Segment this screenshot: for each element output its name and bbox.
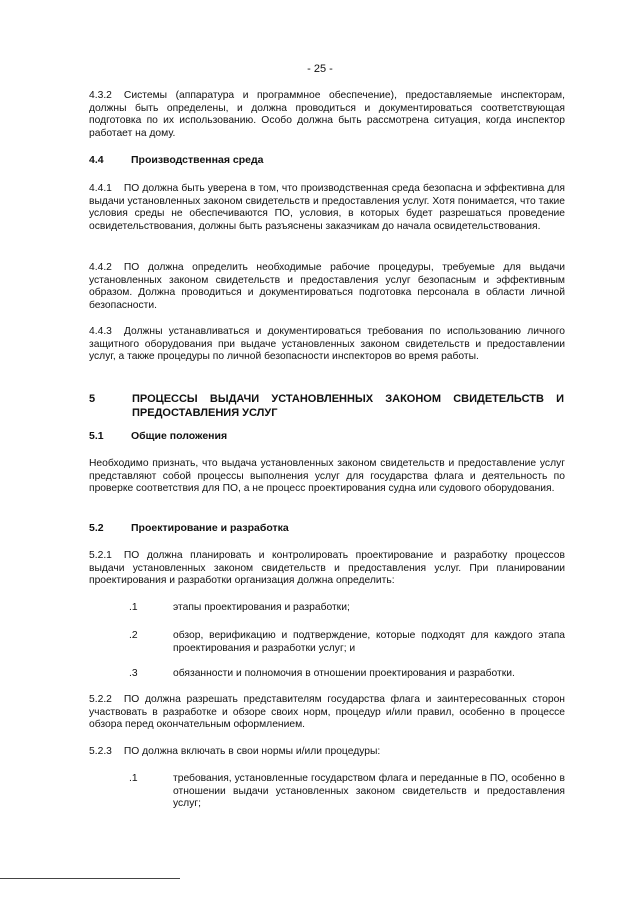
- paragraph-text: ПО должна определить необходимые рабочие процедуры, требуемые для выдачи установленных законом свидетельств и предоставления услуг безопасным и эффективным образом. Должна проводиться и документироваться подготовка персонала в области личной безопасности.: [89, 262, 565, 311]
- section-title: Производственная среда: [131, 154, 264, 166]
- paragraph-text: Системы (аппаратура и программное обеспечение), предоставляемые инспекторам, должны быть определены, и должна проводиться и документироваться соответствующая подготовка по их использованию. Особо должна быть рассмотрена ситуация, когда инспектор работает на дому.: [89, 90, 565, 139]
- paragraph-4-4-1: [89, 183, 565, 233]
- chapter-number: 5: [89, 393, 96, 405]
- chapter-title: ПРОЦЕССЫ ВЫДАЧИ УСТАНОВЛЕННЫХ ЗАКОНОМ СВИДЕТЕЛЬСТВ И ПРЕДОСТАВЛЕНИЯ УСЛУГ: [132, 393, 564, 419]
- paragraph-number: 4.4.2: [89, 262, 112, 273]
- footnote-separator: [0, 878, 180, 879]
- list-item: [129, 668, 565, 682]
- paragraph-number: 4.4.3: [89, 326, 112, 337]
- paragraph-4-4-3: [89, 326, 565, 364]
- list-item-number: .3: [129, 668, 138, 679]
- paragraph-text: ПО должна включать в свои нормы и/или процедуры:: [123, 746, 381, 757]
- list-item-number: .2: [129, 630, 138, 641]
- paragraph-text: Должны устанавливаться и документироваться требования по использованию личного защитного оборудования при выдаче установленных законом свидетельств и предоставлении услуг, а также процедуры по личной безопасности инспекторов во время работы.: [89, 326, 565, 363]
- list-item: [129, 630, 565, 658]
- paragraph-5-1: [89, 458, 565, 496]
- list-item: [129, 773, 565, 813]
- paragraph-text: ПО должна планировать и контролировать проектирование и разработку процессов выдачи установленных законом свидетельств и предоставления услуг. При планировании проектирования и разработки организация должна определить:: [89, 550, 565, 587]
- paragraph-text: Необходимо признать, что выдача установленных законом свидетельств и предоставление услуг представляют собой процессы выполнения услуг для государства флага и деятельность по проверке соответствия для ПО, а не процесс проектирования судна или судового оборудования.: [89, 458, 565, 495]
- paragraph-number: 4.3.2: [89, 90, 112, 101]
- section-title: Проектирование и разработка: [131, 522, 289, 534]
- paragraph-4-4-2: [89, 262, 565, 312]
- list-item-text: обзор, верификацию и подтверждение, которые подходят для каждого этапа проектирования и разработки услуг; и: [173, 630, 565, 654]
- paragraph-number: 5.2.1: [89, 550, 112, 561]
- section-number: 5.1: [89, 430, 104, 442]
- paragraph-text: ПО должна быть уверена в том, что производственная среда безопасна и эффективна для выдачи установленных законом свидетельств и предоставления услуг. Хотя понимается, что такие условия среды не обеспечиваются ПО, условия, в которых будет разрешаться проведение освидетельствования, должны быть разъяснены заказчикам до начала освидетельствования.: [89, 183, 565, 232]
- list-item-text: обязанности и полномочия в отношении проектирования и разработки.: [173, 668, 515, 679]
- paragraph-5-2-3: [89, 746, 565, 759]
- paragraph-5-2-1: [89, 550, 565, 588]
- paragraph-number: 4.4.1: [89, 183, 112, 194]
- paragraph-4-3-2: [89, 90, 565, 140]
- paragraph-text: ПО должна разрешать представителям государства флага и заинтересованных сторон участвовать в разработке и обзоре своих норм, процедур и/или правил, особенно в процессе обзора перед окончательным оформлением.: [89, 694, 565, 731]
- list-item-number: .1: [129, 602, 138, 613]
- paragraph-5-2-2: [89, 694, 565, 732]
- paragraph-number: 5.2.2: [89, 694, 112, 705]
- list-item-text: этапы проектирования и разработки;: [173, 602, 350, 613]
- section-number: 4.4: [89, 154, 104, 166]
- section-number: 5.2: [89, 522, 104, 534]
- list-item-text: требования, установленные государством флага и переданные в ПО, особенно в отношении выдачи установленных законом свидетельств и предоставления услуг;: [173, 773, 565, 810]
- section-title: Общие положения: [131, 430, 228, 442]
- chapter-heading-5: [89, 393, 564, 420]
- list-item-number: .1: [129, 773, 138, 784]
- paragraph-number: 5.2.3: [89, 746, 112, 757]
- page-number: - 25 -: [307, 63, 333, 75]
- list-item: [129, 602, 565, 616]
